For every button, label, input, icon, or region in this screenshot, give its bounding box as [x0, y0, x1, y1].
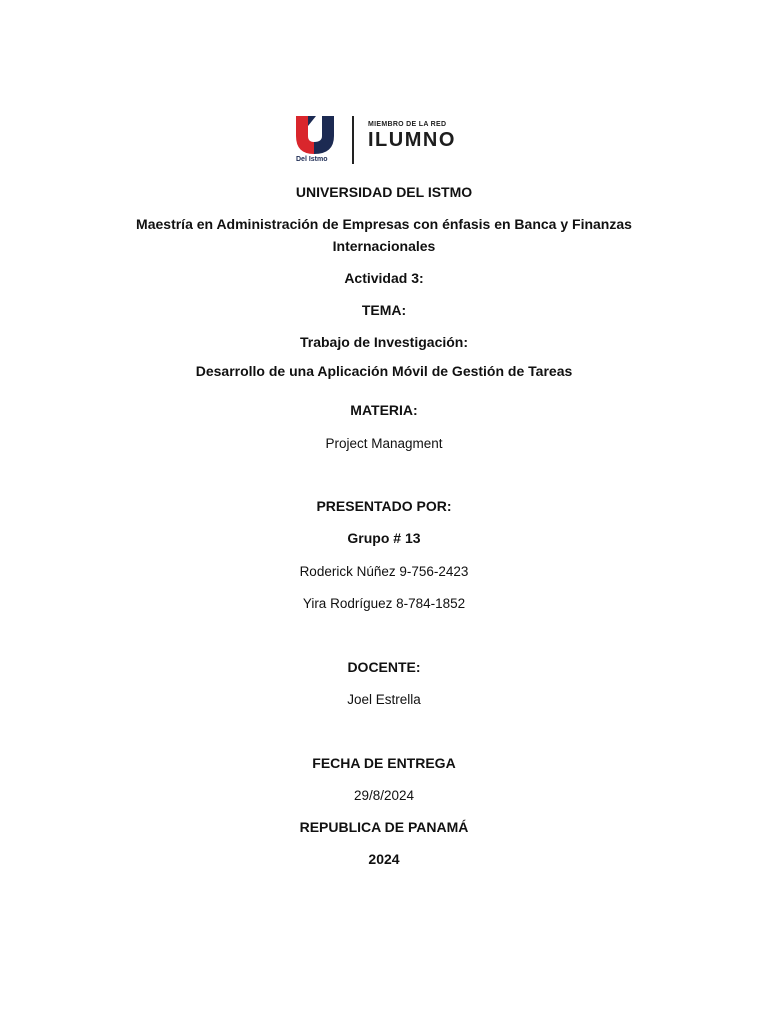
country: REPUBLICA DE PANAMÁ — [299, 819, 469, 835]
date-label: FECHA DE ENTREGA — [312, 755, 456, 771]
work-title: Desarrollo de una Aplicación Móvil de Gestión de Tareas — [195, 363, 573, 379]
subject-label: MATERIA: — [350, 402, 418, 418]
presented-label: PRESENTADO POR: — [316, 498, 452, 514]
program-line-2: Internacionales — [332, 238, 436, 254]
u-logo-icon — [292, 112, 338, 166]
university-logo — [292, 112, 482, 170]
delivery-date: 29/8/2024 — [353, 788, 415, 803]
logo-divider — [352, 116, 354, 164]
work-type: Trabajo de Investigación: — [299, 334, 469, 350]
network-small-text: MIEMBRO DE LA RED — [368, 121, 447, 128]
activity: Actividad 3: — [344, 270, 424, 286]
network-logo — [368, 112, 456, 151]
group-number: Grupo # 13 — [347, 530, 421, 546]
university-name: UNIVERSIDAD DEL ISTMO — [295, 184, 473, 200]
subject: Project Managment — [325, 436, 443, 451]
teacher-name: Joel Estrella — [347, 692, 421, 707]
member-item: Roderick Núñez 9-756-2423 — [299, 564, 469, 579]
program-line-1: Maestría en Administración de Empresas con énfasis en Banca y Finanzas — [136, 216, 632, 232]
teacher-label: DOCENTE: — [347, 659, 421, 675]
topic-label: TEMA: — [361, 302, 407, 318]
network-big-text: ILUMNO — [368, 129, 456, 151]
member-item: Yira Rodríguez 8-784-1852 — [302, 596, 466, 611]
year: 2024 — [368, 851, 400, 867]
logo-caption: Del Istmo — [296, 156, 328, 163]
